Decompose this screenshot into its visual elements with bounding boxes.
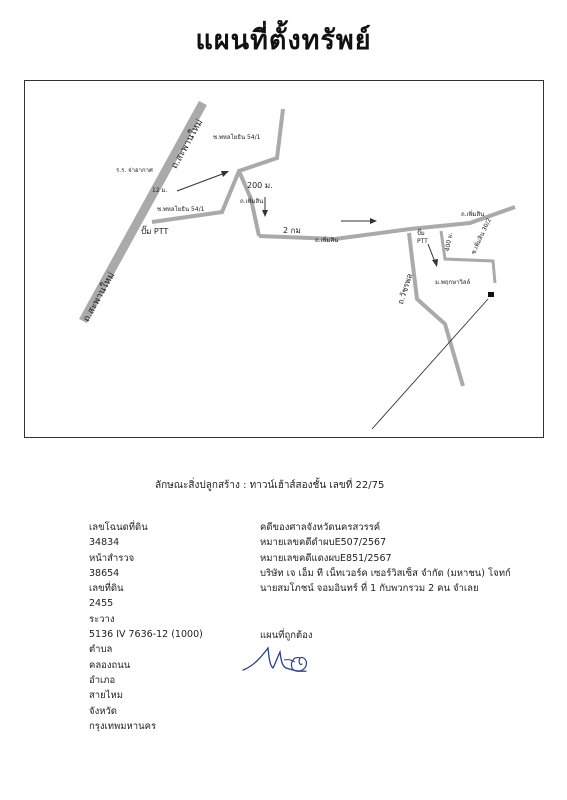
label-distance-12m: 12 ม. <box>152 187 168 194</box>
road-label-watcharaphon: ถ.วัชรพล <box>396 272 415 306</box>
road-label-saphan-mai-lower: ถ.สะพานใหม่ <box>81 270 118 324</box>
label-village: ม.พฤกษาวิลล์ <box>435 279 471 286</box>
page-title: แผนที่ตั้งทรัพย์ <box>195 25 372 56</box>
location-map <box>24 80 544 438</box>
road-label-permsin-right: ถ.เพิ่มสิน <box>461 211 485 218</box>
deed-no: 34834 <box>89 537 120 549</box>
watcharaphon-road <box>409 230 463 386</box>
road-label-permsin-center: ถ.เพิ่มสิน <box>315 237 339 244</box>
signature-image <box>240 642 340 678</box>
direction-arrow-icon <box>262 210 268 217</box>
property-marker-icon <box>488 292 494 297</box>
case-details <box>260 520 511 596</box>
province-label: จังหวัด <box>89 705 117 717</box>
province: กรุงเทพมหานคร <box>89 720 157 732</box>
district: สายไหม <box>89 690 124 702</box>
map-drawing <box>25 81 545 439</box>
label-ptt-left: ปั๊ม PTT <box>141 227 169 236</box>
land-no-label: เลขที่ดิน <box>89 583 124 595</box>
subdistrict-label: ตำบล <box>89 644 113 656</box>
label-ptt-right-2: PTT <box>417 238 428 245</box>
label-ptt-right: ปั๊ม <box>417 230 425 237</box>
district-label: อำเภอ <box>89 674 116 686</box>
red-case-number: หมายเลขคดีแดงผบE851/2567 <box>260 552 392 564</box>
label-distance-200m: 200 ม. <box>247 181 273 190</box>
road-label-saphan-mai-upper: ถ.สะพานใหม่ <box>169 117 206 171</box>
road-label-phahon-bottom: ซ.พหลโยธิน 54/1 <box>157 206 205 213</box>
road-label-phahon-top: ซ.พหลโยธิน 54/1 <box>213 134 261 141</box>
survey-page-label: หน้าสำรวจ <box>89 552 135 564</box>
subdistrict: คลองถนน <box>89 659 131 671</box>
label-distance-2km: 2 กม <box>283 226 301 235</box>
road-label-permsin-left: ถ.เพิ่มสิน <box>240 198 264 205</box>
label-school: ร.ร. จ่าอากาศ <box>116 167 153 174</box>
deed-details <box>89 520 203 734</box>
direction-arrow-icon <box>370 218 377 224</box>
label-distance-small: 400 ม. <box>444 231 455 253</box>
black-case-number: หมายเลขคดีดำผบE507/2567 <box>260 537 387 549</box>
map-sheet-label: ระวาง <box>89 613 115 625</box>
building-caption: ลักษณะสิ่งปลูกสร้าง : ทาวน์เฮ้าส์สองชั้น เลขที่ 22/75 <box>155 480 385 491</box>
survey-page: 38654 <box>89 567 120 579</box>
plaintiff: บริษัท เจ เอ็ม ที เน็ทเวอร์ค เซอร์วิสเซ็ส จำกัด (มหาชน) โจทก์ <box>260 567 511 579</box>
certified-label: แผนที่ถูกต้อง <box>260 630 313 641</box>
direction-arrow-icon <box>221 171 229 177</box>
defendant: นายสมโภชน์ จอมอินทร์ ที่ 1 กับพวกรวม 2 คน จำเลย <box>260 583 479 595</box>
deed-no-label: เลขโฉนดที่ดิน <box>89 522 148 533</box>
road-label-soi-permsin-302: ซ.เพิ่มสิน 30/2 <box>470 217 493 256</box>
map-sheet: 5136 IV 7636-12 (1000) <box>89 629 203 641</box>
direction-arrow-icon <box>432 259 438 267</box>
property-pointer-line <box>372 299 488 429</box>
land-no: 2455 <box>89 598 114 610</box>
court-name: คดีของศาลจังหวัดนครสวรรค์ <box>260 522 381 533</box>
